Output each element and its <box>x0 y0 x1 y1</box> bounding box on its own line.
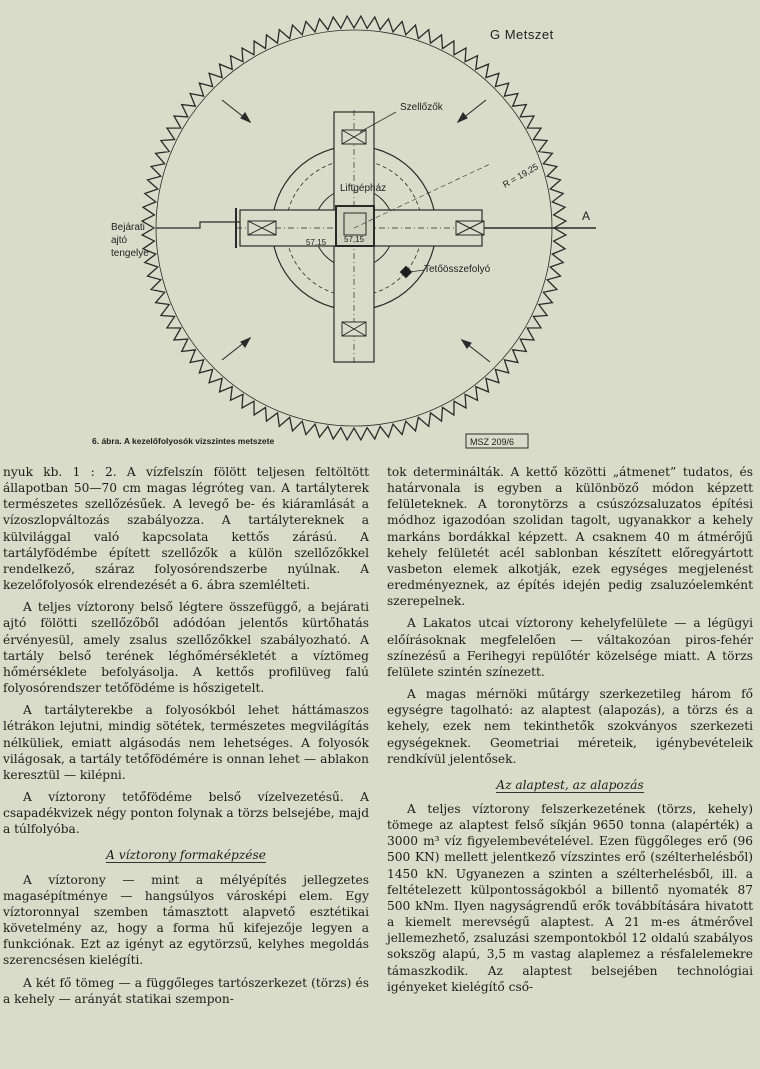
body-paragraph: A teljes víztorony felszerkezetének (törzs, kehely) tömege az alaptest felső síkján 9650 tonna (alapérték) a 3000 m³ víz figyelembevételével. Ezen függőleges erő (96 500 KN) mellett jelentkező vízszintes erő (szélterhelésből) 1450 kN. Ugyanezen a szinten a szélterhelésből, ill. a feltételezett külpontosságokból a billentő nyomaték 87 500 kNm. Ilyen nagyságrendű erők továbbítására hivatott a kiemelt merevségű alaptest. A 21 m-es átmérővel jellemezhető, zsaluzási szempontokból 12 oldalú szabályos sokszög alapú, 3,5 m vastag alaplemez a résfalelemekre támaszkodik. Az alaptest belsejében technológiai igényeket kielégítő cső- <box>387 801 753 994</box>
body-paragraph: nyuk kb. 1 : 2. A vízfelszín fölött teljesen feltöltött állapotban 50—70 cm magas légróteg van. A tartályterek természetes szellőzésűek. A levegő be- és kiáramlását a vízoszlopváltozás szabályozza. A tartálytereknek a külvilággal való kapcsolata kettős zárású. A tartályfödémbe épített szellőzők a külön szellőzőkkel rendelkező, száraz folyosórendszerbe nyúlnak. A kezelőfolyosók elrendezését a 6. ábra szemlélteti. <box>3 465 369 593</box>
roof-drain-label: Tetőösszefolyó <box>424 264 491 275</box>
section-heading <box>387 777 753 793</box>
level-left-label: 57,15 <box>306 238 327 247</box>
body-paragraph: A tartályterekbe a folyosókból lehet háttámaszos létrákon lejutni, mindig sötétek, természetes megvilágítás nélküliek, emiatt algásodás nem lehetséges. A folyosók világosak, a tartály tetőfödémére is onnan lehet — ablakon keresztül — kilépni. <box>3 703 369 782</box>
section-title: G Metszet <box>490 27 554 42</box>
figure-caption: 6. ábra. A kezelőfolyosók vízszintes metszete <box>92 436 275 446</box>
body-paragraph: A Lakatos utcai víztorony kehelyfelülete — a légügyi előírásoknak megfelelően — váltakozóan piros-fehér színezésű a Ferihegyi repülőtér közelsége miatt. A törzs felülete szintén színezett. <box>387 616 753 679</box>
elevator-label: Liftgépház <box>340 183 387 194</box>
roof-drain-mark <box>400 266 411 277</box>
left-text-column <box>3 464 369 1013</box>
vents-label: Szellőzők <box>400 102 443 113</box>
body-paragraph: A víztorony — mint a mélyépítés jellegzetes magasépítménye — hangsúlyos városképi elem. Egy víztoronnyal szemben támasztott alapvető esztétikai követelmény az, hogy a forma hű kifejezője legyen a funkciónak. Ezt az igényt az egytörzsű, kelyhes megoldás szerencsésen kielégíti. <box>3 872 369 968</box>
body-paragraph: tok determinálták. A kettő közötti „átmenet” tudatos, és határvonala is egyben a különböző módon képzett felületeknek. A toronytörzs a csúszózsaluzatos építési módhoz igazodóan szolidan tagolt, ugyanakkor a kehely markáns bordákkal képzett. A csaknem 40 m átmérőjű kehely felületét acél sablonban készített előregyártott vasbeton elemek alkotják, ezek egységes megjelenést eredményeznek, az építés idején pedig zsaluzóelemként szerepelnek. <box>387 465 753 609</box>
plan-section-figure <box>0 0 760 460</box>
body-paragraph: A magas mérnöki műtárgy szerkezetileg három fő egységre tagolható: az alaptest (alapozás), a törzs és a kehely, ezek nem tekinthetők szokványos szerkezeti egységeknek. Geometriai méreteik, igénybevételeik rendkívül jelentősek. <box>387 687 753 766</box>
radius-label: R = 19,25 <box>501 161 541 190</box>
section-heading-text: Az alaptest, az alapozás <box>496 777 644 792</box>
section-mark-label: A <box>582 209 591 223</box>
section-heading <box>3 847 369 863</box>
plan-drawing <box>156 100 596 448</box>
entry-axis-line <box>156 222 240 228</box>
body-paragraph: A teljes víztorony belső légtere összefüggő, a bejárati ajtó fölötti szellőzőből adódóan jelentős kürtőhatás érvényesül, amely zsalus szellőzőkkel szabályozható. A tartály belső terének léghőmérsékletét a víztömeg hőmérséklete befolyásolja. A kettős profilüveg falú folyosórendszer tetőfödéme is hőszigetelt. <box>3 600 369 696</box>
section-heading-text: A víztorony formaképzése <box>106 848 266 863</box>
level-center-label: 57,15 <box>344 235 365 244</box>
entry-label-1: Bejárati <box>111 222 145 233</box>
right-text-column <box>387 464 753 1001</box>
body-paragraph: A víztorony tetőfödéme belső vízelvezetésű. A csapadékvizek négy ponton folynak a törzs belsejébe, majd a túlfolyóba. <box>3 789 369 837</box>
stamp-text: MSZ 209/6 <box>470 437 515 447</box>
body-paragraph: A két fő tömeg — a függőleges tartószerkezet (törzs) és a kehely — arányát statikai szempon- <box>3 975 369 1006</box>
entry-label-2: ajtó <box>111 235 128 246</box>
entry-label-3: tengelye <box>111 248 149 259</box>
